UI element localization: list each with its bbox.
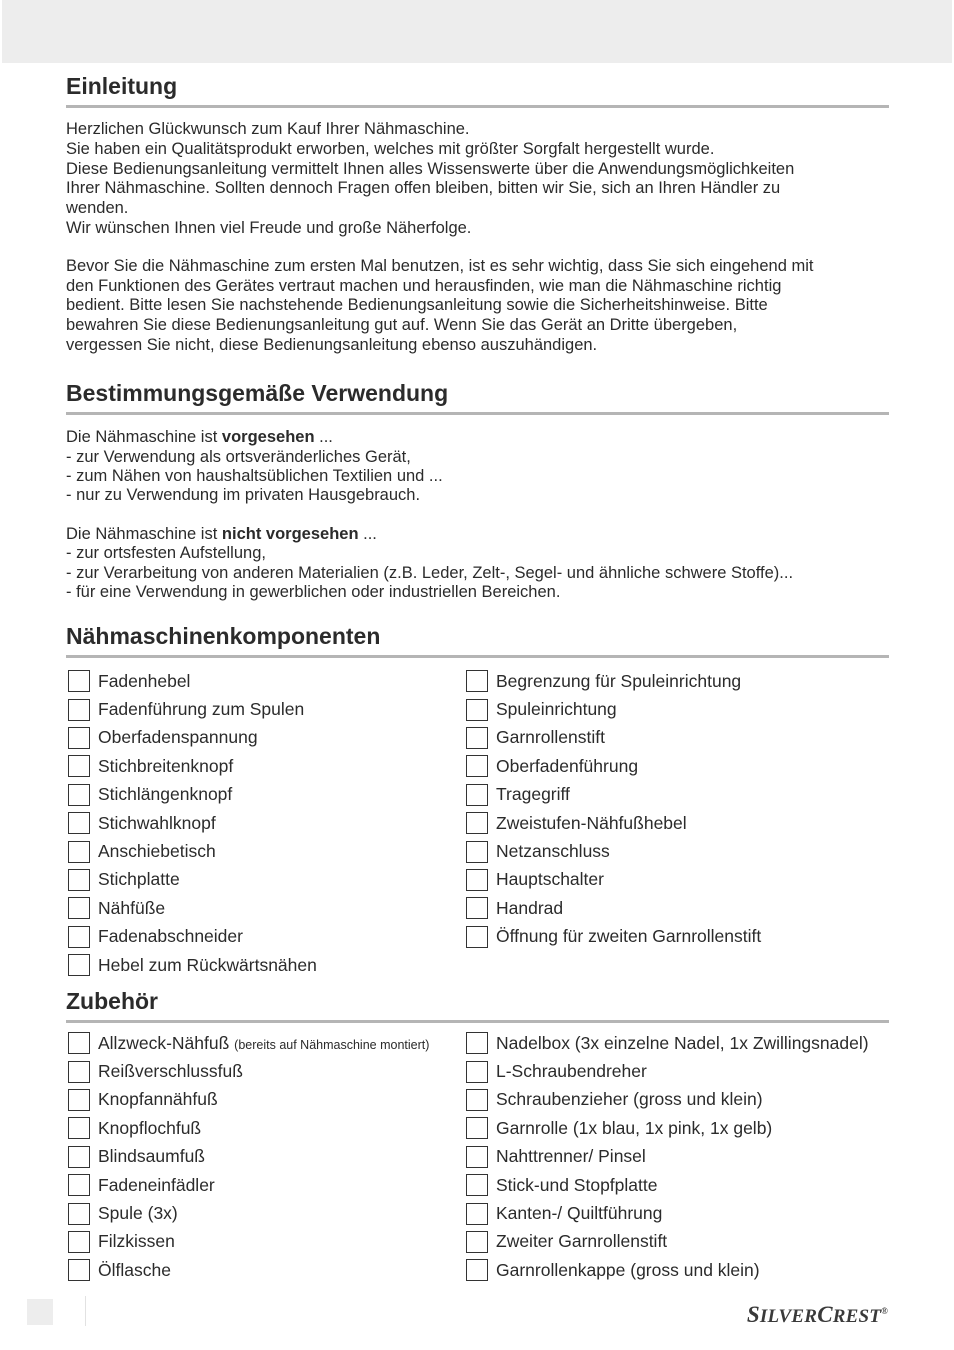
checklist-item — [68, 866, 317, 894]
checklist-item — [466, 1143, 869, 1171]
checklist-item — [68, 1114, 429, 1142]
accessories-left-column — [68, 1029, 429, 1285]
checklist-item — [68, 923, 317, 951]
text-line: den Funktionen des Gerätes vertraut machen und herausfinden, wie man die Nähmaschine richtig — [66, 276, 782, 295]
text-line: wenden. — [66, 199, 129, 218]
item-label: Stichwahlknopf — [98, 812, 216, 833]
text-line: Herzlichen Glückwunsch zum Kauf Ihrer Nähmaschine. — [66, 120, 470, 138]
components-left-column — [68, 667, 317, 979]
item-label: Öffnung für zweiten Garnrollenstift — [496, 926, 762, 947]
checkbox[interactable] — [68, 1231, 90, 1253]
checklist-item — [68, 752, 317, 780]
item-label: Garnrolle (1x blau, 1x pink, 1x gelb) — [496, 1117, 773, 1138]
checklist-item — [68, 695, 317, 723]
item-label: Blindsaumfuß — [98, 1146, 205, 1167]
checklist-item — [68, 894, 317, 922]
page-header-bar — [2, 0, 952, 63]
checkbox[interactable] — [68, 954, 90, 976]
item-label: Spule (3x) — [98, 1203, 178, 1224]
item-label: Fadenhebel — [98, 670, 191, 691]
not-intended-use-list — [66, 544, 889, 602]
text-line: Diese Bedienungsanleitung vermittelt Ihnen alles Wissenswerte über die Anwendungsmöglichkeiten — [66, 159, 795, 178]
item-label: Begrenzung für Spuleinrichtung — [496, 670, 742, 691]
checklist-item — [68, 1057, 429, 1085]
checklist-item — [68, 1171, 429, 1199]
checkbox[interactable] — [466, 755, 488, 777]
checkbox[interactable] — [68, 897, 90, 919]
checklist-item — [68, 1256, 429, 1284]
checkbox[interactable] — [68, 1089, 90, 1111]
item-label: Hebel zum Rückwärtsnähen — [98, 954, 317, 975]
section-komponenten — [66, 622, 889, 658]
item-label: Knopfannähfuß — [98, 1089, 218, 1110]
checkbox[interactable] — [68, 1174, 90, 1196]
item-label: Ölflasche — [98, 1259, 171, 1280]
item-label: Zweistufen-Nähfußhebel — [496, 812, 687, 833]
checklist-item — [466, 1029, 869, 1057]
list-item: - zum Nähen von haushaltsüblichen Textilien und ... — [66, 467, 889, 486]
item-label: Oberfadenspannung — [98, 727, 258, 748]
checklist-item — [68, 1143, 429, 1171]
item-label: Hauptschalter — [496, 869, 604, 890]
section-einleitung — [66, 72, 889, 356]
item-label: Stichbreitenknopf — [98, 755, 234, 776]
checklist-item — [68, 837, 317, 865]
item-label: Schraubenzieher (gross und klein) — [496, 1089, 763, 1110]
checklist-item — [466, 1256, 869, 1284]
section-zubehoer — [66, 987, 889, 1023]
checklist-item — [68, 1228, 429, 1256]
checkbox[interactable] — [68, 1061, 90, 1083]
list-item: - zur ortsfesten Aufstellung, — [66, 544, 889, 563]
checklist-item — [68, 667, 317, 695]
item-label: Fadeneinfädler — [98, 1174, 215, 1195]
checklist-item — [466, 1114, 869, 1142]
checkbox[interactable] — [466, 897, 488, 919]
checkbox[interactable] — [68, 812, 90, 834]
checklist-item — [68, 1199, 429, 1227]
checkbox[interactable] — [466, 1231, 488, 1253]
checklist-item — [466, 724, 761, 752]
checkbox[interactable] — [68, 1032, 90, 1054]
text-line: Ihrer Nähmaschine. Sollten dennoch Fragen offen bleiben, bitten wir Sie, sich an Ihren Händler zu — [66, 179, 781, 198]
text-line: bewahren Sie diese Bedienungsanleitung gut auf. Wenn Sie das Gerät an Dritte übergeben, — [66, 316, 738, 335]
list-item: - für eine Verwendung in gewerblichen oder industriellen Bereichen. — [66, 583, 889, 602]
checklist-item — [68, 951, 317, 979]
item-label: Tragegriff — [496, 784, 570, 805]
checkbox[interactable] — [68, 1203, 90, 1225]
item-label: Nadelbox (3x einzelne Nadel, 1x Zwillingsnadel) — [496, 1032, 869, 1053]
checkbox[interactable] — [68, 869, 90, 891]
checklist-item — [466, 809, 761, 837]
checklist-item — [466, 1171, 869, 1199]
checklist-item — [466, 695, 761, 723]
item-label: Anschiebetisch — [98, 841, 216, 862]
checkbox[interactable] — [466, 784, 488, 806]
checklist-item — [466, 1199, 869, 1227]
checklist-item — [68, 1086, 429, 1114]
page-number-box — [27, 1299, 53, 1325]
checklist-item — [466, 781, 761, 809]
section-verwendung — [66, 379, 889, 602]
footer-divider — [85, 1296, 86, 1326]
item-note: (bereits auf Nähmaschine montiert) — [234, 1037, 430, 1052]
checkbox[interactable] — [68, 670, 90, 692]
checkbox[interactable] — [466, 841, 488, 863]
accessories-left-list — [68, 1057, 429, 1284]
checkbox[interactable] — [68, 755, 90, 777]
checkbox[interactable] — [68, 926, 90, 948]
not-intended-use-intro: Die Nähmaschine ist nicht vorgesehen ... — [66, 524, 377, 543]
checkbox[interactable] — [466, 869, 488, 891]
item-label: Fadenabschneider — [98, 926, 243, 947]
checkbox[interactable] — [68, 1259, 90, 1281]
heading-zubehoer: Zubehör — [66, 987, 889, 1023]
checkbox[interactable] — [466, 1203, 488, 1225]
components-right-column — [466, 667, 761, 951]
checkbox[interactable] — [466, 699, 488, 721]
heading-komponenten: Nähmaschinenkomponenten — [66, 622, 889, 658]
accessories-right-column — [466, 1029, 869, 1285]
intended-use-list — [66, 448, 889, 506]
checkbox[interactable] — [68, 784, 90, 806]
checklist-item — [466, 923, 761, 951]
checklist-item — [466, 894, 761, 922]
text-line: Sie haben ein Qualitätsprodukt erworben, welches mit größter Sorgfalt hergestellt wurde. — [66, 139, 715, 158]
checklist-item — [466, 1057, 869, 1085]
item-label: Allzweck-Nähfuß — [98, 1032, 230, 1053]
item-label: Nähfüße — [98, 897, 166, 918]
text-line: vergessen Sie nicht, diese Bedienungsanleitung ebenso auszuhändigen. — [66, 335, 598, 354]
item-label: Kanten-/ Quiltführung — [496, 1203, 663, 1224]
item-label: Filzkissen — [98, 1231, 175, 1252]
list-item: - nur zu Verwendung im privaten Hausgebrauch. — [66, 486, 889, 505]
list-item: - zur Verarbeitung von anderen Materialien (z.B. Leder, Zelt-, Segel- und ähnliche schwere Stoffe)... — [66, 564, 889, 583]
checkbox[interactable] — [68, 841, 90, 863]
checkbox[interactable] — [68, 727, 90, 749]
checklist-item — [466, 1086, 869, 1114]
checkbox[interactable] — [466, 1089, 488, 1111]
checklist-item — [466, 837, 761, 865]
heading-einleitung: Einleitung — [66, 72, 889, 108]
item-label: Stick-und Stopfplatte — [496, 1174, 658, 1195]
checklist-item — [466, 1228, 869, 1256]
heading-verwendung: Bestimmungsgemäße Verwendung — [66, 379, 889, 415]
item-label: Reißverschlussfuß — [98, 1061, 243, 1082]
text-line: Wir wünschen Ihnen viel Freude und große Näherfolge. — [66, 218, 472, 237]
checkbox[interactable] — [466, 926, 488, 948]
checkbox[interactable] — [466, 1032, 488, 1054]
item-label: Spuleinrichtung — [496, 699, 617, 720]
checkbox[interactable] — [466, 1117, 488, 1139]
checklist-item — [466, 866, 761, 894]
item-label: Nahttrenner/ Pinsel — [496, 1146, 646, 1167]
item-label: Stichlängenknopf — [98, 784, 233, 805]
checklist-item — [68, 1029, 429, 1057]
checklist-item — [466, 667, 761, 695]
item-label: Fadenführung zum Spulen — [98, 699, 305, 720]
checkbox[interactable] — [466, 1146, 488, 1168]
text-line: bedient. Bitte lesen Sie nachstehende Bedienungsanleitung sowie die Sicherheitshinweise. Bitte — [66, 296, 768, 315]
item-label: L-Schraubendreher — [496, 1061, 647, 1082]
checklist-item — [68, 809, 317, 837]
checkbox[interactable] — [466, 727, 488, 749]
checklist-item — [68, 724, 317, 752]
item-label: Stichplatte — [98, 869, 180, 890]
item-label: Garnrollenkappe (gross und klein) — [496, 1259, 760, 1280]
item-label: Oberfadenführung — [496, 755, 639, 776]
list-item: - zur Verwendung als ortsveränderliches Gerät, — [66, 448, 889, 467]
checkbox[interactable] — [466, 670, 488, 692]
item-label: Knopflochfuß — [98, 1117, 202, 1138]
silvercrest-logo: SILVERCREST® — [746, 1302, 888, 1327]
item-label: Zweiter Garnrollenstift — [496, 1231, 668, 1252]
intended-use-intro: Die Nähmaschine ist vorgesehen ... — [66, 428, 333, 446]
checklist-item — [68, 781, 317, 809]
checkbox[interactable] — [466, 1259, 488, 1281]
checkbox[interactable] — [68, 699, 90, 721]
checkbox[interactable] — [466, 812, 488, 834]
item-label: Handrad — [496, 897, 564, 918]
item-label: Garnrollenstift — [496, 727, 605, 748]
checkbox[interactable] — [68, 1117, 90, 1139]
text-line: Bevor Sie die Nähmaschine zum ersten Mal benutzen, ist es sehr wichtig, dass Sie sich eingehend mit — [66, 256, 814, 275]
item-label: Netzanschluss — [496, 841, 610, 862]
checkbox[interactable] — [466, 1061, 488, 1083]
intro-paragraph-1 — [66, 120, 889, 239]
intro-paragraph-2 — [66, 257, 889, 356]
checkbox[interactable] — [466, 1174, 488, 1196]
checkbox[interactable] — [68, 1146, 90, 1168]
checklist-item — [466, 752, 761, 780]
